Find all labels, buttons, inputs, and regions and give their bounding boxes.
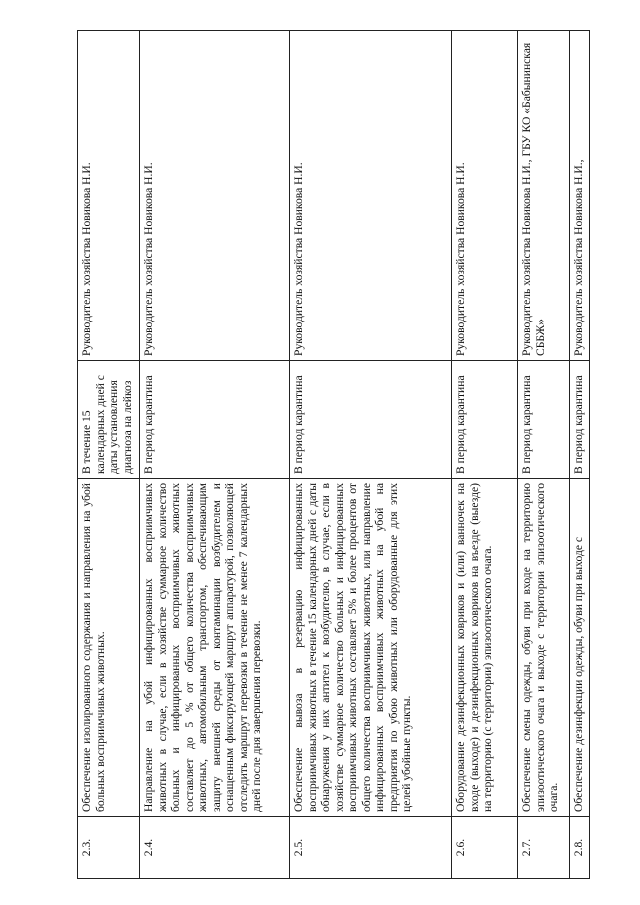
responsible: Руководитель хозяйства Новикова Н.И., xyxy=(570,31,590,361)
deadline: В период карантина xyxy=(452,361,518,479)
row-number: 2.7. xyxy=(518,817,570,879)
row-number: 2.3. xyxy=(78,817,140,879)
deadline: В период карантина xyxy=(140,361,290,479)
deadline: В течение 15 календарных дней с даты установления диагноза на лейкоз xyxy=(78,361,140,479)
responsible: Руководитель хозяйства Новикова Н.И. xyxy=(290,31,452,361)
table-row xyxy=(290,31,452,879)
measure-description: Обеспечение смены одежды, обуви при входе на территорию эпизоотического очага и выходе с территории эпизоотического очага. xyxy=(518,479,570,817)
table-row xyxy=(570,31,590,879)
table-row xyxy=(78,31,140,879)
responsible: Руководитель хозяйства Новикова Н.И. xyxy=(140,31,290,361)
row-number: 2.6. xyxy=(452,817,518,879)
deadline: В период карантина xyxy=(290,361,452,479)
table-row xyxy=(452,31,518,879)
table-row xyxy=(140,31,290,879)
measure-description: Обеспечение изолированного содержания и направления на убой больных восприимчивых животных. xyxy=(78,479,140,817)
rotated-page xyxy=(77,31,607,879)
row-number: 2.8. xyxy=(570,817,590,879)
measure-description: Обеспечение дезинфекции одежды, обуви при выходе с xyxy=(570,479,590,817)
responsible: Руководитель хозяйства Новикова Н.И. xyxy=(452,31,518,361)
responsible: Руководитель хозяйства Новикова Н.И., ГБУ КО «Бабынинская СББЖ» xyxy=(518,31,570,361)
measure-description: Оборудование дезинфекционных ковриков и (или) ванночек на входе (выходе) и дезинфекционных ковриков на въезде (выезде) на территорию (с территории) эпизоотического очага. xyxy=(452,479,518,817)
measures-table xyxy=(77,30,590,879)
deadline: В период карантина xyxy=(518,361,570,479)
table-row xyxy=(518,31,570,879)
row-number: 2.5. xyxy=(290,817,452,879)
measure-description: Обеспечение вывоза в резервацию инфицированных восприимчивых животных в течение 15 календарных дней с даты обнаружения у них антител к возбудителю, в случае, если в хозяйстве суммарное количество больных и инфицированных восприимчивых животных составляет 5% и более процентов от общего количества восприимчивых животных, или направление инфицированных восприимчивых животных на убой на предприятия по убою животных или оборудованные для этих целей убойные пункты. xyxy=(290,479,452,817)
measure-description: Направление на убой инфицированных восприимчивых животных в случае, если в хозяйстве суммарное количество больных и инфицированных восприимчивых животных составляет до 5 % от общего количества восприимчивых животных, автомобильным транспортом, обеспечивающим защиту внешней среды от контаминации возбудителем и оснащенным фиксирующей маршрут аппаратурой, позволяющей отследить маршрут перевозки в течение не менее 7 календарных дней после дня завершения перевозки. xyxy=(140,479,290,817)
responsible: Руководитель хозяйства Новикова Н.И. xyxy=(78,31,140,361)
deadline: В период карантина xyxy=(570,361,590,479)
row-number: 2.4. xyxy=(140,817,290,879)
